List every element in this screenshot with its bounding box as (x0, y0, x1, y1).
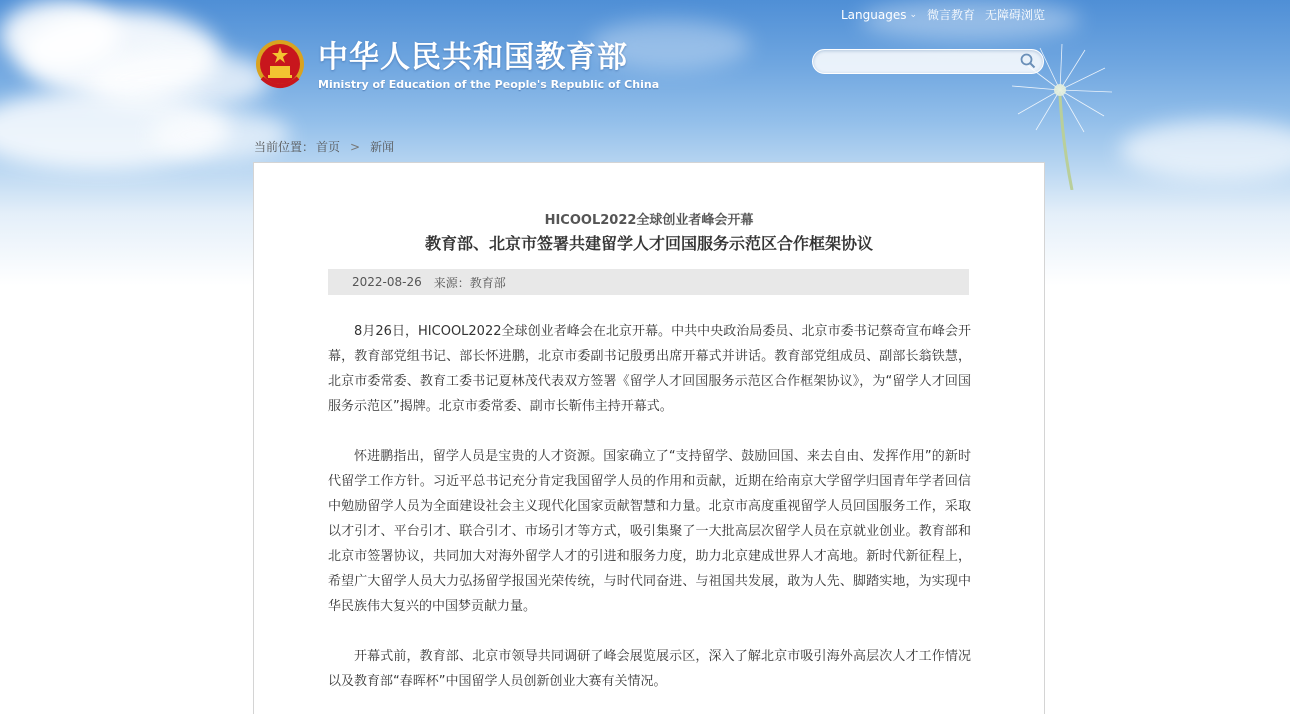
top-navigation (841, 6, 1045, 23)
chevron-right-icon: > (350, 139, 361, 154)
site-logo[interactable] (254, 38, 659, 92)
logo-text (318, 40, 659, 91)
article-meta-bar (328, 269, 969, 295)
article-body (328, 319, 971, 714)
search-input[interactable] (813, 50, 1013, 73)
article-title: 教育部、北京市签署共建留学人才回国服务示范区合作框架协议 (424, 234, 873, 253)
article-panel (253, 162, 1045, 714)
chevron-down-icon: ⌄ (909, 9, 918, 20)
article-paragraph: 开幕式前，教育部、北京市领导共同调研了峰会展览展示区，深入了解北京市吸引海外高层次人才工作情况以及教育部“春晖杯”中国留学人员创新创业大赛有关情况。 (328, 649, 971, 689)
article-date: 2022-08-26 (352, 275, 422, 289)
national-emblem-icon (254, 38, 306, 92)
search-box (812, 49, 1044, 74)
languages-dropdown[interactable] (841, 8, 917, 22)
search-icon[interactable] (1020, 53, 1036, 69)
article-paragraph: 怀进鹏指出，留学人员是宝贵的人才资源。国家确立了“支持留学、鼓励回国、来去自由、发挥作用”的新时代留学工作方针。习近平总书记充分肯定我国留学人员的作用和贡献，近期在给南京大学留学归国青年学者回信中勉励留学人员为全面建设社会主义现代化国家贡献智慧和力量。北京市高度重视留学人员回国服务工作，采取以才引才、平台引才、联合引才、市场引才等方式，吸引集聚了一大批高层次留学人员在京就业创业。教育部和北京市签署协议，共同加大对海外留学人才的引进和服务力度，助力北京建成世界人才高地。新时代新征程上，希望广大留学人员大力弘扬留学报国光荣传统，与时代同奋进、与祖国共发展，敢为人先、脚踏实地，为实现中华民族伟大复兴的中国梦贡献力量。 (328, 449, 971, 614)
logo-title-en: Ministry of Education of the People's Republic of China (318, 77, 660, 91)
weibo-link[interactable]: 微言教育 (927, 8, 976, 22)
article-paragraph: 8月26日，HICOOL2022全球创业者峰会在北京开幕。中共中央政治局委员、北京市委书记蔡奇宣布峰会开幕，教育部党组书记、部长怀进鹏，北京市委副书记殷勇出席开幕式并讲话。教育部党组成员、副部长翁铁慧，北京市委常委、教育工委书记夏林茂代表双方签署《留学人才回国服务示范区合作框架协议》，为“留学人才回国服务示范区”揭牌。北京市委常委、副市长靳伟主持开幕式。 (328, 324, 971, 414)
breadcrumb (254, 138, 394, 155)
breadcrumb-prefix: 当前位置： (254, 140, 315, 154)
breadcrumb-home-link[interactable]: 首页 (316, 140, 341, 154)
article-source: 来源：教育部 (433, 275, 506, 290)
languages-label: Languages (841, 7, 907, 22)
article-subtitle: HICOOL2022全球创业者峰会开幕 (544, 213, 754, 228)
breadcrumb-news-link[interactable]: 新闻 (370, 140, 395, 154)
accessibility-link[interactable]: 无障碍浏览 (985, 8, 1046, 22)
logo-title-cn: 中华人民共和国教育部 (318, 39, 628, 75)
